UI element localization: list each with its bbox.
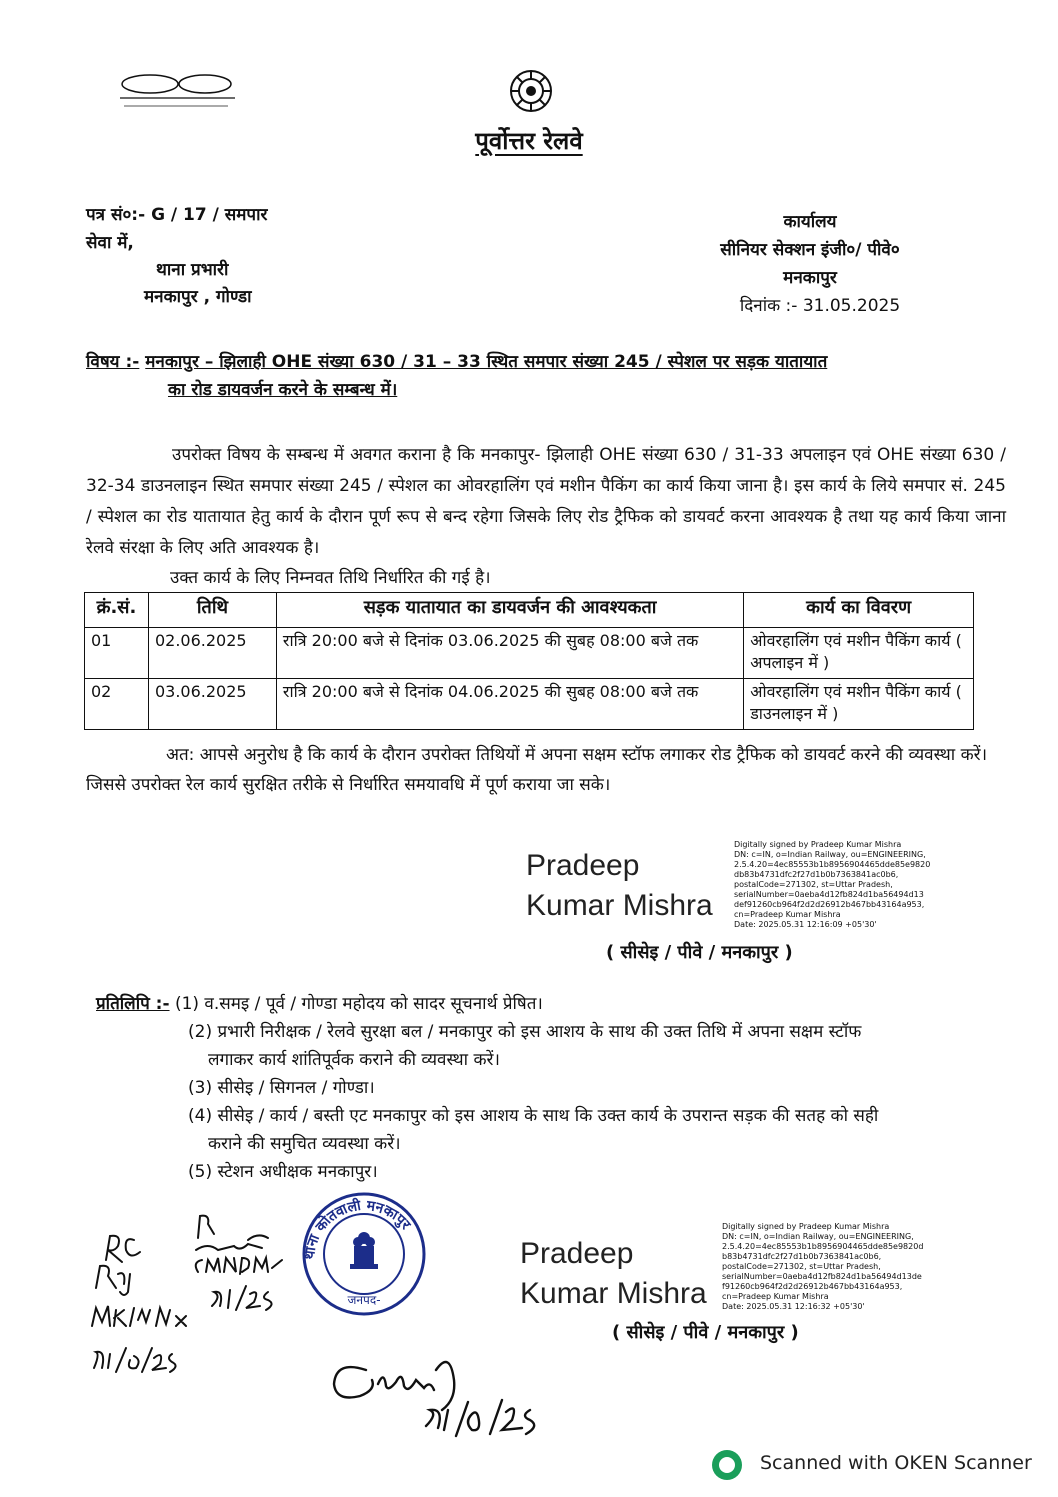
office-name: सीनियर सेक्शन इंजी०/ पीवे० <box>720 240 900 260</box>
signature-block-1 <box>526 846 713 926</box>
col-diversion: सड़क यातायात का डायवर्जन की आवश्यकता <box>276 593 743 628</box>
subject-line <box>86 348 1006 404</box>
railway-emblem-icon <box>508 68 554 114</box>
office-place: मनकापुर <box>783 268 837 288</box>
schedule-intro: उक्त कार्य के लिए निम्नवत तिथि निर्धारित की गई है। <box>170 568 491 588</box>
recipient-block <box>86 230 252 311</box>
scanner-text: Scanned with OKEN Scanner <box>760 1452 1032 1474</box>
signer-role-2: ( सीसेइ / पीवे / मनकापुर ) <box>612 1322 799 1343</box>
table-row <box>85 628 974 679</box>
copy-item: (4) सीसेइ / कार्य / बस्ती एट मनकापुर को इस आशय के साथ कि उक्त कार्य के उपरान्त सड़क की सतह को सही <box>188 1106 879 1126</box>
stamp-bottom-text: जनपद- <box>347 1293 381 1307</box>
copy-item-continued: कराने की समुचित व्यवस्था करें। <box>208 1134 401 1154</box>
office-label: कार्यालय <box>783 212 837 232</box>
copy-item: (5) स्टेशन अधीक्षक मनकापुर। <box>188 1162 378 1182</box>
oken-scanner-logo-icon <box>712 1450 742 1480</box>
copy-item: (3) सीसेइ / सिगनल / गोण्डा। <box>188 1078 375 1098</box>
cell-work: ओवरहालिंग एवं मशीन पैकिंग कार्य ( अपलाइन में ) <box>744 628 974 679</box>
sender-office-block <box>690 208 930 320</box>
copy-item: (2) प्रभारी निरीक्षक / रेलवे सुरक्षा बल / मनकापुर को इस आशय के साथ की उक्त तिथि में अपना सक्षम स्टॉफ <box>188 1022 862 1042</box>
digital-signature-details-2: Digitally signed by Pradeep Kumar Mishra DN: c=IN, o=Indian Railway, ou=ENGINEERING, 2.5.4.20=4ec85553b1b8956904465dde85e9820d b83b4731dfc2f27d1b0b7363841ac0b6, postalCode=271302, st=Uttar Pradesh, serialNumber=0aeba4d12fb824d1ba56494d13de f91260cb964f2d2d26912b467bb43164a953, cn=Pradeep Kumar Mishra Date: 2025.05.31 12:16:32 +05'30' <box>722 1222 924 1311</box>
cell-diversion: रात्रि 20:00 बजे से दिनांक 04.06.2025 की सुबह 08:00 बजे तक <box>276 679 743 730</box>
copy-to-label: प्रतिलिपि :- <box>96 994 170 1014</box>
police-station-stamp <box>300 1190 428 1318</box>
col-date: तिथि <box>148 593 276 628</box>
cell-date: 03.06.2025 <box>148 679 276 730</box>
subject-text-line1: मनकापुर – झिलाही OHE संख्या 630 / 31 – 33 स्थित समपार संख्या 245 / स्पेशल पर सड़क यातायात <box>145 352 828 372</box>
recipient-name: थाना प्रभारी <box>156 260 229 280</box>
cell-serial: 02 <box>85 679 149 730</box>
scanner-watermark <box>712 1446 1052 1482</box>
recipient-place: मनकापुर , गोण्डा <box>144 287 252 307</box>
signer-name-line2: Kumar Mishra <box>526 889 713 922</box>
cell-date: 02.06.2025 <box>148 628 276 679</box>
col-work: कार्य का विवरण <box>744 593 974 628</box>
cell-diversion: रात्रि 20:00 बजे से दिनांक 03.06.2025 की सुबह 08:00 बजे तक <box>276 628 743 679</box>
digital-signature-details-1: Digitally signed by Pradeep Kumar Mishra DN: c=IN, o=Indian Railway, ou=ENGINEERING, 2.5.4.20=4ec85553b1b8956904465dde85e9820 db83b4731dfc2f27d1b0b7363841ac0b6, postalCode=271302, st=Uttar Pradesh, serialNumber=0aeba4d12fb824d1ba56494d13 def91260cb964f2d2d26912b467bb43164a953, cn=Pradeep Kumar Mishra Date: 2025.05.31 12:16:09 +05'30' <box>734 840 931 929</box>
letter-date: दिनांक :- 31.05.2025 <box>739 296 901 316</box>
stamp-text: थाना कोतवाली मनकापुर <box>301 1197 414 1261</box>
schedule-table <box>84 592 974 730</box>
copy-item: (1) व.समइ / पूर्व / गोण्डा महोदय को सादर सूचनार्थ प्रेषित। <box>174 994 543 1014</box>
copy-to-list <box>96 990 996 1186</box>
signer-role-1: ( सीसेइ / पीवे / मनकापुर ) <box>606 942 793 963</box>
signer-name-line2: Kumar Mishra <box>520 1277 707 1310</box>
reference-number: पत्र सं०:- G / 17 / समपार <box>86 205 268 225</box>
signer-name-line1: Pradeep <box>526 849 640 882</box>
signature-block-2 <box>520 1234 707 1314</box>
copy-item-continued: लगाकर कार्य शांतिपूर्वक कराने की व्यवस्था करें। <box>208 1050 500 1070</box>
cell-work: ओवरहालिंग एवं मशीन पैकिंग कार्य ( डाउनलाइन में ) <box>744 679 974 730</box>
handwritten-initials-date <box>326 1340 566 1450</box>
organization-title: पूर्वोत्तर रेलवे <box>475 127 583 155</box>
body-paragraph: उपरोक्त विषय के सम्बन्ध में अवगत कराना है कि मनकापुर- झिलाही OHE संख्या 630 / 31-33 अपलाइन एवं OHE संख्या 630 / 32-34 डाउनलाइन स्थित समपार संख्या 245 / स्पेशल का ओवरहालिंग एवं मशीन पैकिंग का कार्य किया जाना है। इस कार्य के लिये समपार सं. 245 / स्पेशल का रोड यातायात हेतु कार्य के दौरान पूर्ण रूप से बन्द रहेगा जिसके लिए रोड ट्रैफिक को डायवर्ट करना आवश्यक है तथा यह कार्य किया जाना रेलवे संरक्षा के लिए अति आवश्यक है। <box>86 445 1006 558</box>
subject-label: विषय :- <box>86 352 140 372</box>
col-serial: क्रं.सं. <box>85 593 149 628</box>
table-header-row <box>85 593 974 628</box>
subject-text-line2: का रोड डायवर्जन करने के सम्बन्ध में। <box>168 380 398 400</box>
table-row <box>85 679 974 730</box>
handwritten-note-middle <box>188 1212 308 1312</box>
rajbhasha-logo <box>110 70 240 116</box>
recipient-label: सेवा में, <box>86 233 134 253</box>
request-paragraph: अत: आपसे अनुरोध है कि कार्य के दौरान उपरोक्त तिथियों में अपना सक्षम स्टॉफ लगाकर रोड ट्रैफिक को डायवर्ट करने की व्यवस्था करें। जिससे उपरोक्त रेल कार्य सुरक्षित तरीके से निर्धारित समयावधि में पूर्ण कराया जा सके। <box>86 745 988 795</box>
signer-name-line1: Pradeep <box>520 1237 634 1270</box>
cell-serial: 01 <box>85 628 149 679</box>
